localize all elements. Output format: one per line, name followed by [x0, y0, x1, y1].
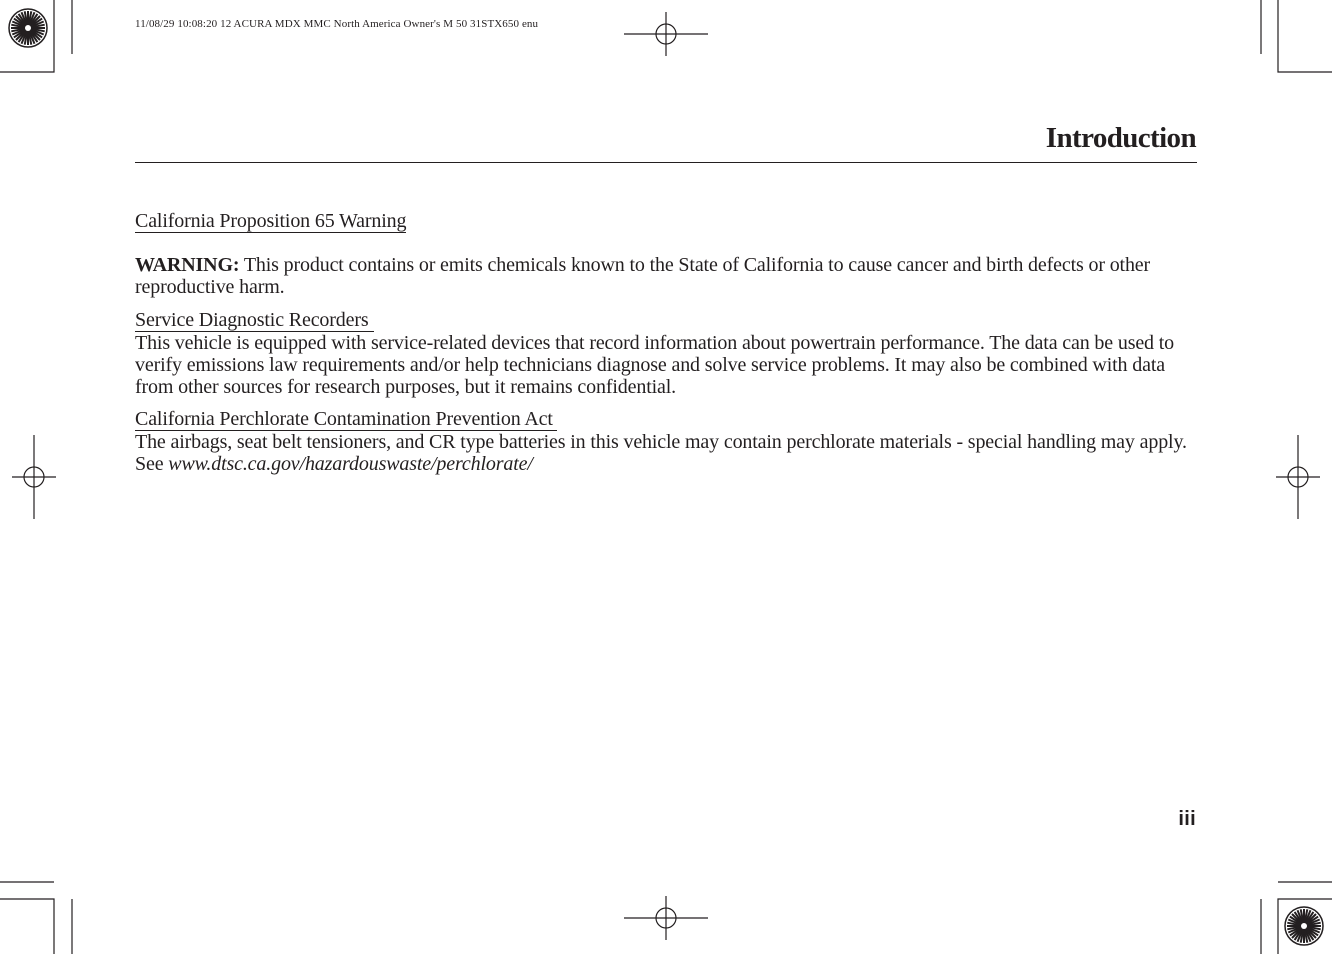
page-number: iii [1178, 808, 1196, 830]
perchlorate-text: The airbags, seat belt tensioners, and CR type batteries in this vehicle may contain perchlorate materials - special handling may apply. See [135, 431, 1187, 475]
perchlorate-heading: California Perchlorate Contamination Prevention Act [135, 408, 557, 431]
prop65-warning [135, 254, 1195, 298]
section-sdr [135, 309, 1195, 332]
warning-text: This product contains or emits chemicals known to the State of California to cause cancer and birth defects or other reproductive harm. [135, 254, 1151, 298]
print-slug: 11/08/29 10:08:20 12 ACURA MDX MMC North America Owner's M 50 31STX650 enu [135, 18, 539, 30]
prop65-heading: California Proposition 65 Warning [135, 210, 407, 232]
section-prop65 [135, 210, 1195, 233]
perchlorate-body [135, 431, 1195, 475]
perchlorate-url-link[interactable]: www.dtsc.ca.gov/hazardouswaste/perchlorate/ [168, 453, 533, 475]
sdr-heading: Service Diagnostic Recorders [135, 309, 374, 332]
warning-label: WARNING: [135, 254, 240, 276]
sdr-body: This vehicle is equipped with service-related devices that record information about powertrain performance. The data can be used to verify emissions law requirements and/or help technicians diagnose and solve service problems. It may also be combined with data from other sources for research purposes, but it remains confidential. [135, 332, 1175, 398]
title-rule [135, 162, 1197, 163]
page-title: Introduction [1045, 122, 1196, 154]
section-perchlorate [135, 408, 1195, 431]
page-content [135, 207, 1195, 475]
